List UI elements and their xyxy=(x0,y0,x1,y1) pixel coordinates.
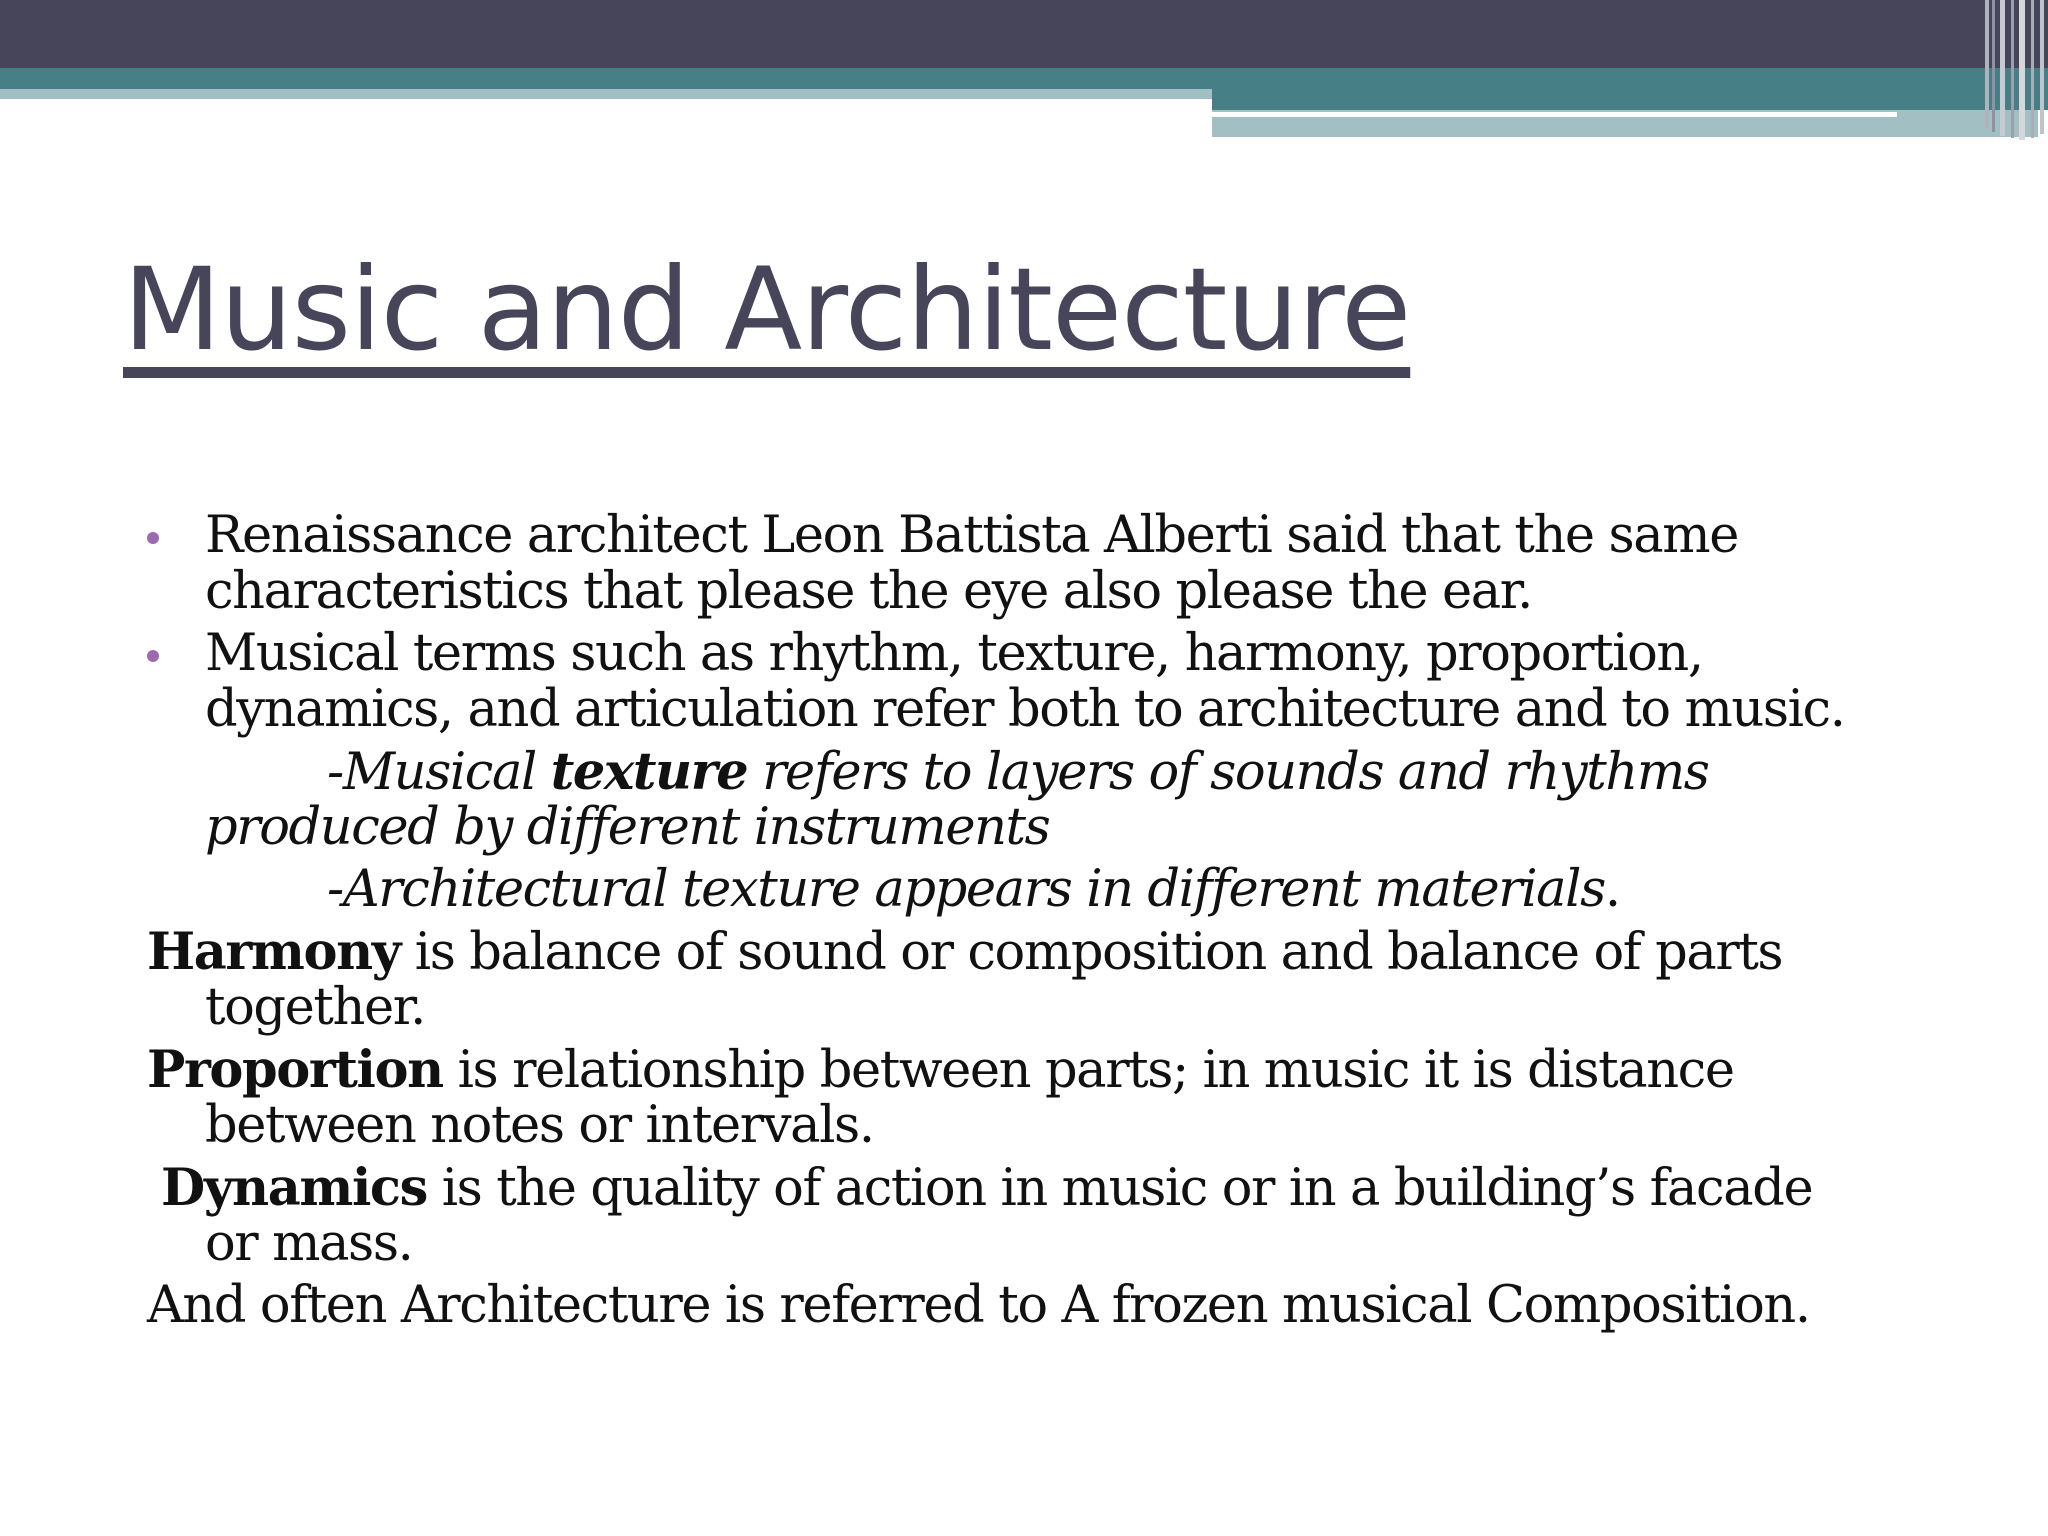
harmony-term: Harmony xyxy=(147,922,400,982)
bullet-2-line-2: dynamics, and articulation refer both to architecture and to music. xyxy=(205,680,1845,739)
sub-point-architectural-texture xyxy=(327,862,1620,918)
definition-proportion xyxy=(147,1042,1734,1154)
bullet-2-line-1: Musical terms such as rhythm, texture, harmony, proportion, xyxy=(205,624,1703,683)
header-vertical-line xyxy=(2019,0,2025,140)
bullet-1-line-2: characteristics that please the eye also please the ear. xyxy=(205,562,1532,621)
bullet-2 xyxy=(205,626,1845,738)
bullet-dot-icon xyxy=(147,532,159,544)
header-light-band-left xyxy=(0,89,1212,99)
header-teal-band xyxy=(0,68,2048,89)
bullet-1 xyxy=(205,508,1738,620)
definition-dynamics-line-1 xyxy=(161,1160,1812,1216)
definition-proportion-line-1 xyxy=(147,1042,1734,1098)
bullet-1-line-1: Renaissance architect Leon Battista Alberti said that the same xyxy=(205,506,1739,565)
dynamics-description: is the quality of action in music or in a building’s facade xyxy=(426,1159,1813,1218)
definition-harmony xyxy=(147,924,1782,1036)
slide-title: Music and Architecture xyxy=(123,243,1411,376)
header-vertical-line xyxy=(2040,0,2044,134)
definition-dynamics-line-2: or mass. xyxy=(205,1214,413,1273)
sub-point-2-line xyxy=(327,862,1620,918)
bullet-dot-icon xyxy=(147,650,159,662)
definition-dynamics xyxy=(161,1160,1812,1272)
header-vertical-line xyxy=(2011,0,2014,138)
definition-harmony-line-1 xyxy=(147,924,1782,980)
closing-statement xyxy=(147,1278,1810,1334)
sub-point-2-text: -Architectural texture appears in different materials xyxy=(327,860,1605,919)
sub-point-1-rest: refers to layers of sounds and rhythms xyxy=(747,743,1709,802)
header-teal-extension xyxy=(1212,89,2048,110)
proportion-description: is relationship between parts; in music it is distance xyxy=(442,1041,1734,1100)
sub-point-musical-texture xyxy=(205,744,1709,856)
header-vertical-line xyxy=(2031,0,2034,138)
proportion-term: Proportion xyxy=(147,1040,443,1100)
dynamics-term: Dynamics xyxy=(161,1158,427,1218)
harmony-description: is balance of sound or composition and balance of parts xyxy=(400,923,1783,982)
header-white-stripe xyxy=(1212,112,1897,117)
sub-point-1-line-1 xyxy=(205,744,1709,800)
sub-point-1-prefix: -Musical xyxy=(327,743,551,802)
closing-line: And often Architecture is referred to A frozen musical Composition. xyxy=(147,1276,1810,1335)
header-vertical-line xyxy=(2000,0,2005,136)
texture-term: texture xyxy=(550,742,748,802)
header-light-step xyxy=(1212,129,1652,137)
sub-point-1-line-2: produced by different instruments xyxy=(205,798,1050,857)
definition-proportion-line-2: between notes or intervals. xyxy=(205,1096,874,1155)
header-dark-band xyxy=(0,0,2048,68)
header-vertical-line xyxy=(1985,0,1989,128)
definition-harmony-line-2: together. xyxy=(205,978,425,1037)
sub-point-2-period: . xyxy=(1604,860,1620,919)
header-vertical-line xyxy=(1992,0,1995,132)
